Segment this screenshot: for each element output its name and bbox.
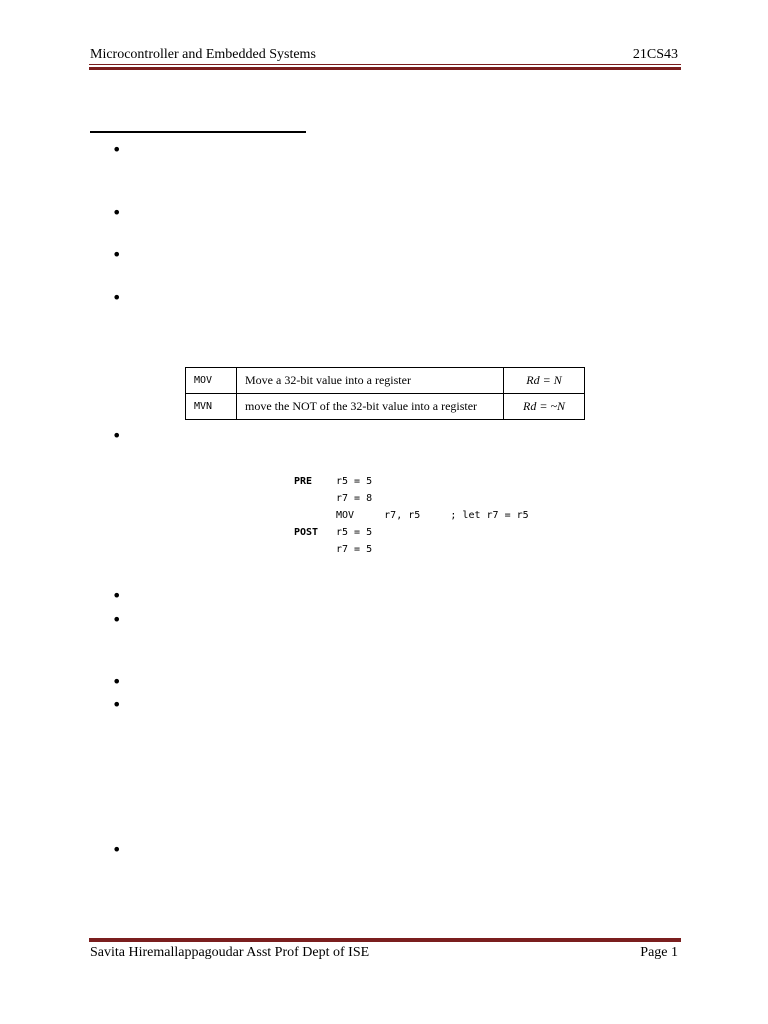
description-cell: move the NOT of the 32-bit value into a register bbox=[237, 394, 504, 420]
description-cell: Move a 32-bit value into a register bbox=[237, 368, 504, 394]
code-line bbox=[294, 524, 529, 541]
table-row bbox=[186, 394, 585, 420]
bullet-point: • bbox=[112, 426, 122, 445]
page-number: Page 1 bbox=[640, 945, 678, 960]
bullet-point: • bbox=[112, 840, 122, 859]
mnemonic-cell: MOV bbox=[186, 368, 237, 394]
code-label: PRE bbox=[294, 476, 313, 487]
code-label: POST bbox=[294, 527, 319, 538]
course-title: Microcontroller and Embedded Systems bbox=[90, 47, 316, 62]
code-line bbox=[294, 490, 529, 507]
code-text: MOV r7, r5 ; let r7 = r5 bbox=[336, 510, 529, 521]
table-row bbox=[186, 368, 585, 394]
mnemonic-cell: MVN bbox=[186, 394, 237, 420]
code-line bbox=[294, 473, 529, 490]
header-rule bbox=[89, 64, 681, 70]
code-example bbox=[294, 473, 529, 558]
instruction-table bbox=[185, 367, 585, 420]
course-code: 21CS43 bbox=[632, 47, 678, 62]
bullet-point: • bbox=[112, 288, 122, 307]
bullet-point: • bbox=[112, 695, 122, 714]
code-label bbox=[294, 490, 336, 507]
code-line bbox=[294, 541, 529, 558]
section-title-underline bbox=[90, 131, 306, 133]
bullet-point: • bbox=[112, 586, 122, 605]
code-label bbox=[294, 541, 336, 558]
bullet-point: • bbox=[112, 203, 122, 222]
code-label bbox=[294, 507, 336, 524]
bullet-point: • bbox=[112, 672, 122, 691]
footer-rule bbox=[89, 936, 681, 942]
code-text: r5 = 5 bbox=[336, 527, 373, 538]
code-text: r7 = 5 bbox=[336, 544, 373, 555]
result-cell: Rd = N bbox=[504, 368, 585, 394]
result-cell: Rd = ~N bbox=[504, 394, 585, 420]
bullet-point: • bbox=[112, 610, 122, 629]
footer-author: Savita Hiremallappagoudar Asst Prof Dept of ISE bbox=[90, 945, 370, 960]
code-line bbox=[294, 507, 529, 524]
bullet-point: • bbox=[112, 245, 122, 264]
code-text: r5 = 5 bbox=[336, 476, 373, 487]
bullet-point: • bbox=[112, 140, 122, 159]
code-text: r7 = 8 bbox=[336, 493, 373, 504]
